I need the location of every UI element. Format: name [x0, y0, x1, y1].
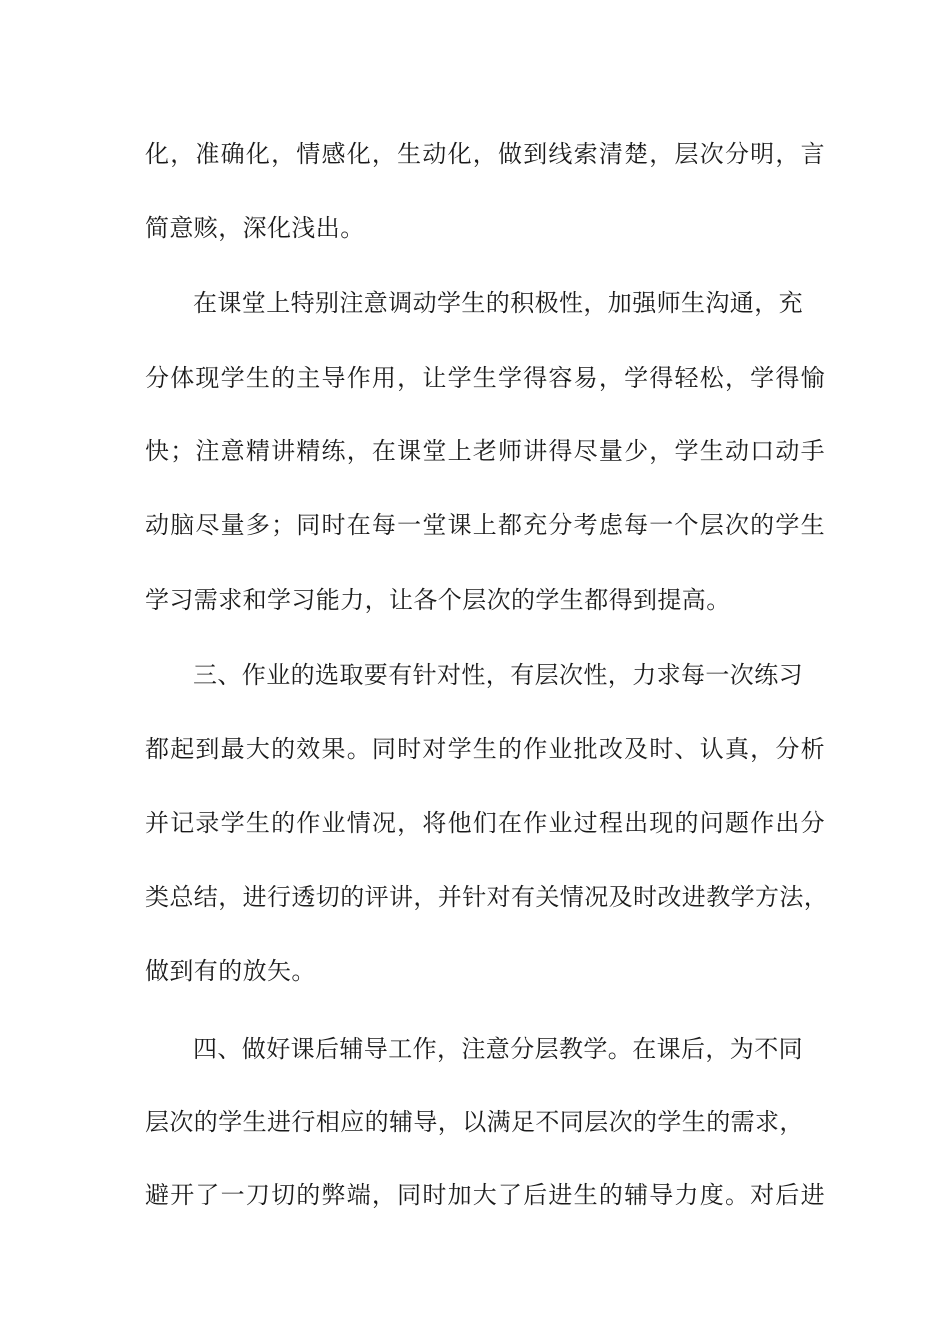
paragraph-first-line: 在课堂上特别注意调动学生的积极性，加强师生沟通，充 [193, 289, 803, 317]
text-line: 避开了一刀切的弊端，同时加大了后进生的辅导力度。对后进 [145, 1181, 825, 1209]
text-line: 快；注意精讲精练，在课堂上老师讲得尽量少，学生动口动手 [145, 437, 825, 465]
text-line: 分体现学生的主导作用，让学生学得容易，学得轻松，学得愉 [145, 364, 825, 392]
text-line: 类总结，进行透切的评讲，并针对有关情况及时改进教学方法， [145, 883, 829, 911]
text-line: 简意赅，深化浅出。 [145, 214, 365, 242]
paragraph-first-line: 四、做好课后辅导工作，注意分层教学。在课后，为不同 [193, 1035, 803, 1063]
text-line: 并记录学生的作业情况，将他们在作业过程出现的问题作出分 [145, 809, 825, 837]
text-line: 学习需求和学习能力，让各个层次的学生都得到提高。 [145, 586, 731, 614]
text-line: 层次的学生进行相应的辅导，以满足不同层次的学生的需求， [145, 1108, 804, 1136]
paragraph-first-line: 三、作业的选取要有针对性，有层次性，力求每一次练习 [193, 661, 803, 689]
text-line: 做到有的放矢。 [145, 957, 316, 985]
text-line: 化，准确化，情感化，生动化，做到线索清楚，层次分明，言 [145, 140, 825, 168]
text-line: 都起到最大的效果。同时对学生的作业批改及时、认真，分析 [145, 735, 825, 763]
text-line: 动脑尽量多；同时在每一堂课上都充分考虑每一个层次的学生 [145, 511, 825, 539]
